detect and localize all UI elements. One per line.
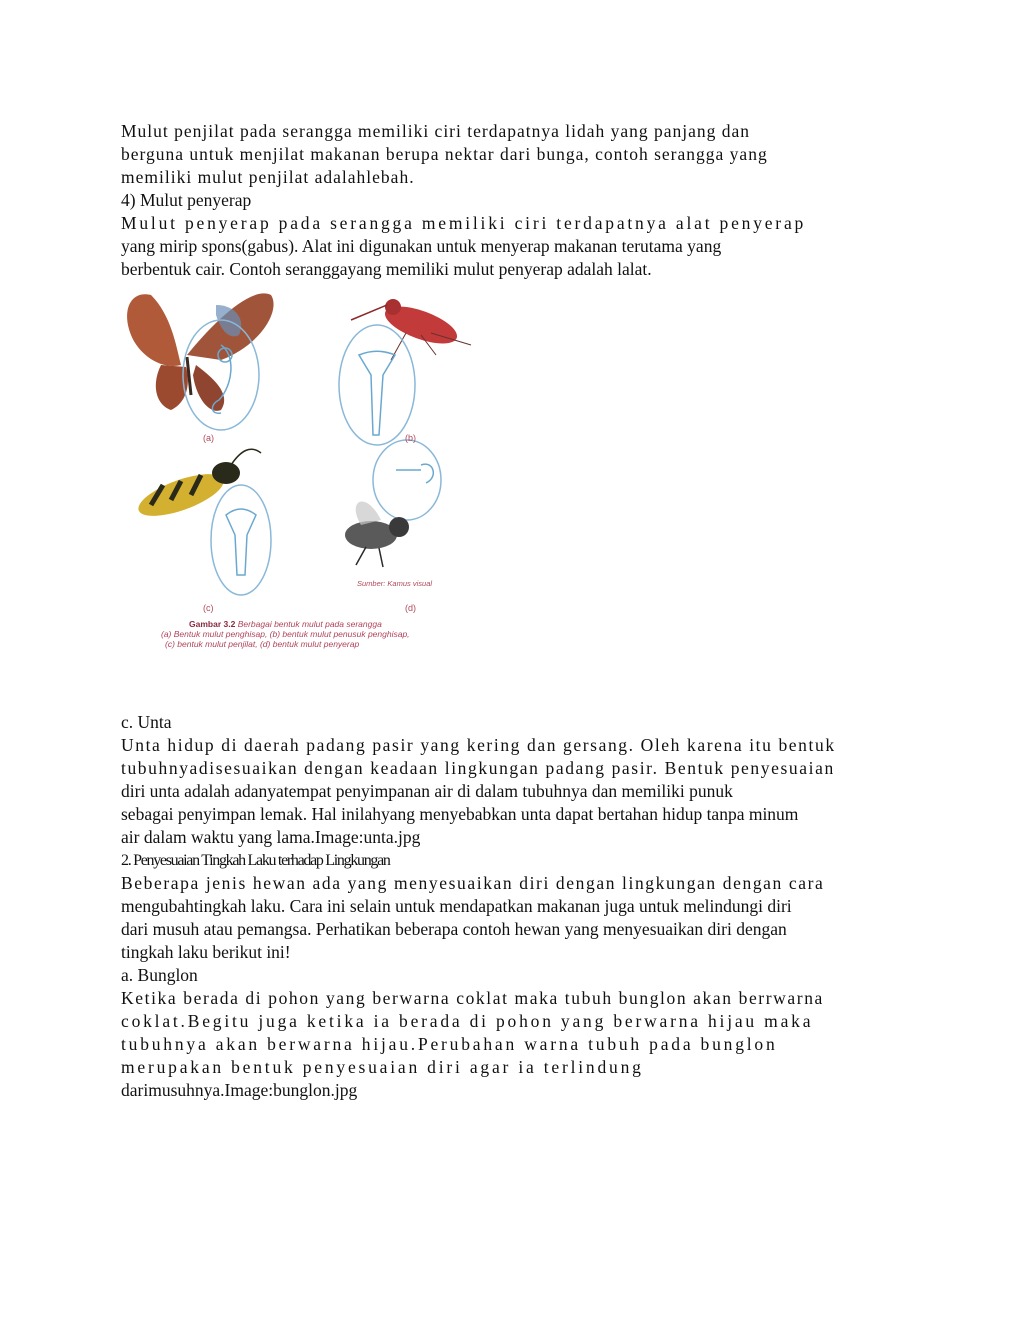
insect-illustration [121,285,481,663]
paragraph-line: tingkah laku berikut ini! [121,942,291,962]
figure-label-d: (d) [405,603,416,613]
paragraph-line: berbentuk cair. Contoh seranggayang memiliki mulut penyerap adalah lalat. [121,259,652,279]
paragraph-line: Mulut penyerap pada serangga memiliki ciri terdapatnya alat penyerap [121,213,807,233]
insect-mouthparts-figure [121,285,481,663]
paragraph-line: mengubahtingkah laku. Cara ini selain untuk mendapatkan makanan juga untuk melindungi diri [121,896,792,916]
paragraph-line: sebagai penyimpan lemak. Hal inilahyang menyebabkan unta dapat bertahan hidup tanpa minum [121,804,799,824]
paragraph-line: coklat.Begitu juga ketika ia berada di pohon yang berwarna hijau maka [121,1011,814,1031]
figure-source: Sumber: Kamus visual [357,579,433,588]
paragraph-line: memiliki mulut penjilat adalahlebah. [121,167,415,187]
wasp-image [134,449,261,524]
figure-label-a: (a) [203,433,214,443]
paragraph-line: darimusuhnya.Image:bunglon.jpg [121,1080,358,1100]
section-heading-tingkah-laku: 2. Penyesuaian Tingkah Laku terhadap Lingkungan [121,852,390,869]
caption-number: Gambar 3.2 [189,619,236,629]
section-heading-mulut-penyerap: 4) Mulut penyerap [121,190,252,210]
paragraph-line: Unta hidup di daerah padang pasir yang kering dan gersang. Oleh karena itu bentuk [121,735,836,755]
figure-caption-line3: (c) bentuk mulut penjilat, (d) bentuk mulut penyerap [165,639,360,649]
paragraph-line: air dalam waktu yang lama.Image:unta.jpg [121,827,421,847]
mosquito-image [351,299,471,360]
paragraph-line: merupakan bentuk penyesuaian diri agar ia terlindung [121,1057,644,1077]
section-heading-bunglon: a. Bunglon [121,965,198,985]
figure-caption-line1 [189,619,382,629]
figure-caption-line2: (a) Bentuk mulut penghisap, (b) bentuk mulut penusuk penghisap, [161,629,410,639]
figure-label-c: (c) [203,603,214,613]
butterfly-image [127,293,273,410]
fly-image [345,501,409,567]
document-page [121,120,921,1102]
paragraph-line: Beberapa jenis hewan ada yang menyesuaikan diri dengan lingkungan dengan cara [121,873,825,893]
paragraph-line: dari musuh atau pemangsa. Perhatikan beberapa contoh hewan yang menyesuaikan diri dengan [121,919,787,939]
section-heading-unta: c. Unta [121,712,172,732]
paragraph-line: tubuhnya akan berwarna hijau.Perubahan warna tubuh pada bunglon [121,1034,778,1054]
paragraph-line: Mulut penjilat pada serangga memiliki ciri terdapatnya lidah yang panjang dan [121,121,751,141]
figure-label-b: (b) [405,433,416,443]
paragraph-line: tubuhnyadisesuaikan dengan keadaan lingkungan padang pasir. Bentuk penyesuaian [121,758,835,778]
paragraph-line: diri unta adalah adanyatempat penyimpanan air di dalam tubuhnya dan memiliki punuk [121,781,733,801]
paragraph-line: berguna untuk menjilat makanan berupa nektar dari bunga, contoh serangga yang [121,144,768,164]
caption-title: Berbagai bentuk mulut pada serangga [237,619,382,629]
paragraph-line: Ketika berada di pohon yang berwarna coklat maka tubuh bunglon akan berrwarna [121,988,824,1008]
paragraph-line: yang mirip spons(gabus). Alat ini digunakan untuk menyerap makanan terutama yang [121,236,722,256]
